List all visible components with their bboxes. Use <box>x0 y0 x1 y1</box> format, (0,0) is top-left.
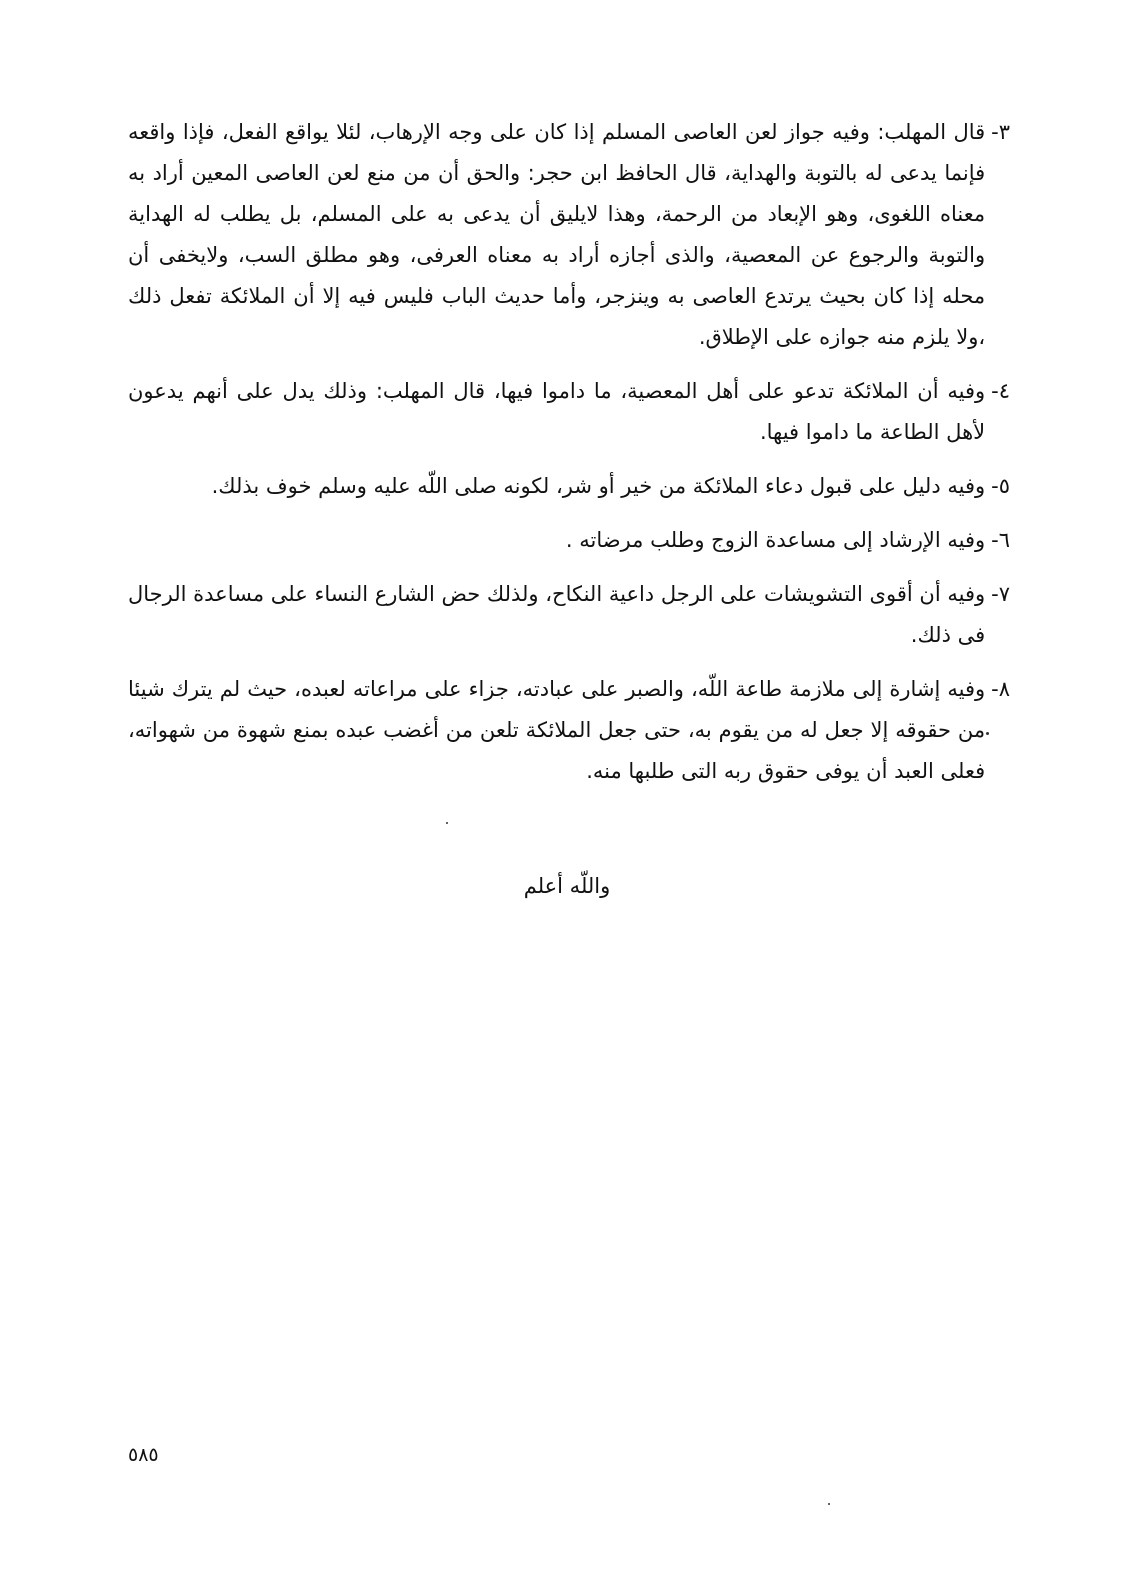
body-text <box>128 112 1010 805</box>
closing-phrase: واللّه أعلم <box>523 874 611 898</box>
scan-speck <box>446 822 448 824</box>
list-item <box>128 520 1010 561</box>
item-text: وفيه دليل على قبول دعاء الملائكة من خير أو شر، لكونه صلى اللّه عليه وسلم خوف بذلك. <box>211 474 986 498</box>
item-number: ٦- <box>991 528 1010 552</box>
list-item <box>128 466 1010 507</box>
item-number: ٣- <box>991 120 1010 144</box>
item-number: ٤- <box>991 379 1010 403</box>
item-text: قال المهلب: وفيه جواز لعن العاصى المسلم إذا كان على وجه الإرهاب، لئلا يواقع الفعل، فإذا واقعه فإنما يدعى له بالتوبة والهداية، قال الحافظ ابن حجر: والحق أن من منع لعن العاصى المعين أراد به معناه اللغوى، وهو الإبعاد من الرحمة، وهذا لايليق أن يدعى به على المسلم، بل يطلب له الهداية والتوبة والرجوع عن المعصية، والذى أجازه أراد به معناه العرفى، وهو مطلق السب، ولايخفى أن محله إذا كان بحيث يرتدع العاصى به وينزجر، وأما حديث الباب فليس فيه إلا أن الملائكة تفعل ذلك ،ولا يلزم منه جوازه على الإطلاق. <box>128 120 986 349</box>
list-item <box>128 669 1010 792</box>
scan-speck <box>986 732 989 735</box>
item-number: ٧- <box>991 582 1010 606</box>
item-number: ٨- <box>991 677 1010 701</box>
item-text: وفيه إشارة إلى ملازمة طاعة اللّه، والصبر على عبادته، جزاء على مراعاته لعبده، حيث لم يترك شيئا من حقوقه إلا جعل له من يقوم به، حتى جعل الملائكة تلعن من أغضب عبده بمنع شهوة من شهواته، فعلى العبد أن يوفى حقوق ربه التى طلبها منه. <box>128 677 986 783</box>
list-item <box>128 574 1010 656</box>
list-item <box>128 371 1010 453</box>
scan-speck <box>828 1503 830 1505</box>
item-text: وفيه أن أقوى التشويشات على الرجل داعية النكاح، ولذلك حض الشارع النساء على مساعدة الرجال فى ذلك. <box>128 582 986 647</box>
item-text: وفيه الإرشاد إلى مساعدة الزوج وطلب مرضاته . <box>565 528 986 552</box>
item-text: وفيه أن الملائكة تدعو على أهل المعصية، ما داموا فيها، قال المهلب: وذلك يدل على أنهم يدعون لأهل الطاعة ما داموا فيها. <box>128 379 986 444</box>
page-number: ٥٨٥ <box>128 1444 159 1466</box>
item-number: ٥- <box>991 474 1010 498</box>
list-item <box>128 112 1010 358</box>
